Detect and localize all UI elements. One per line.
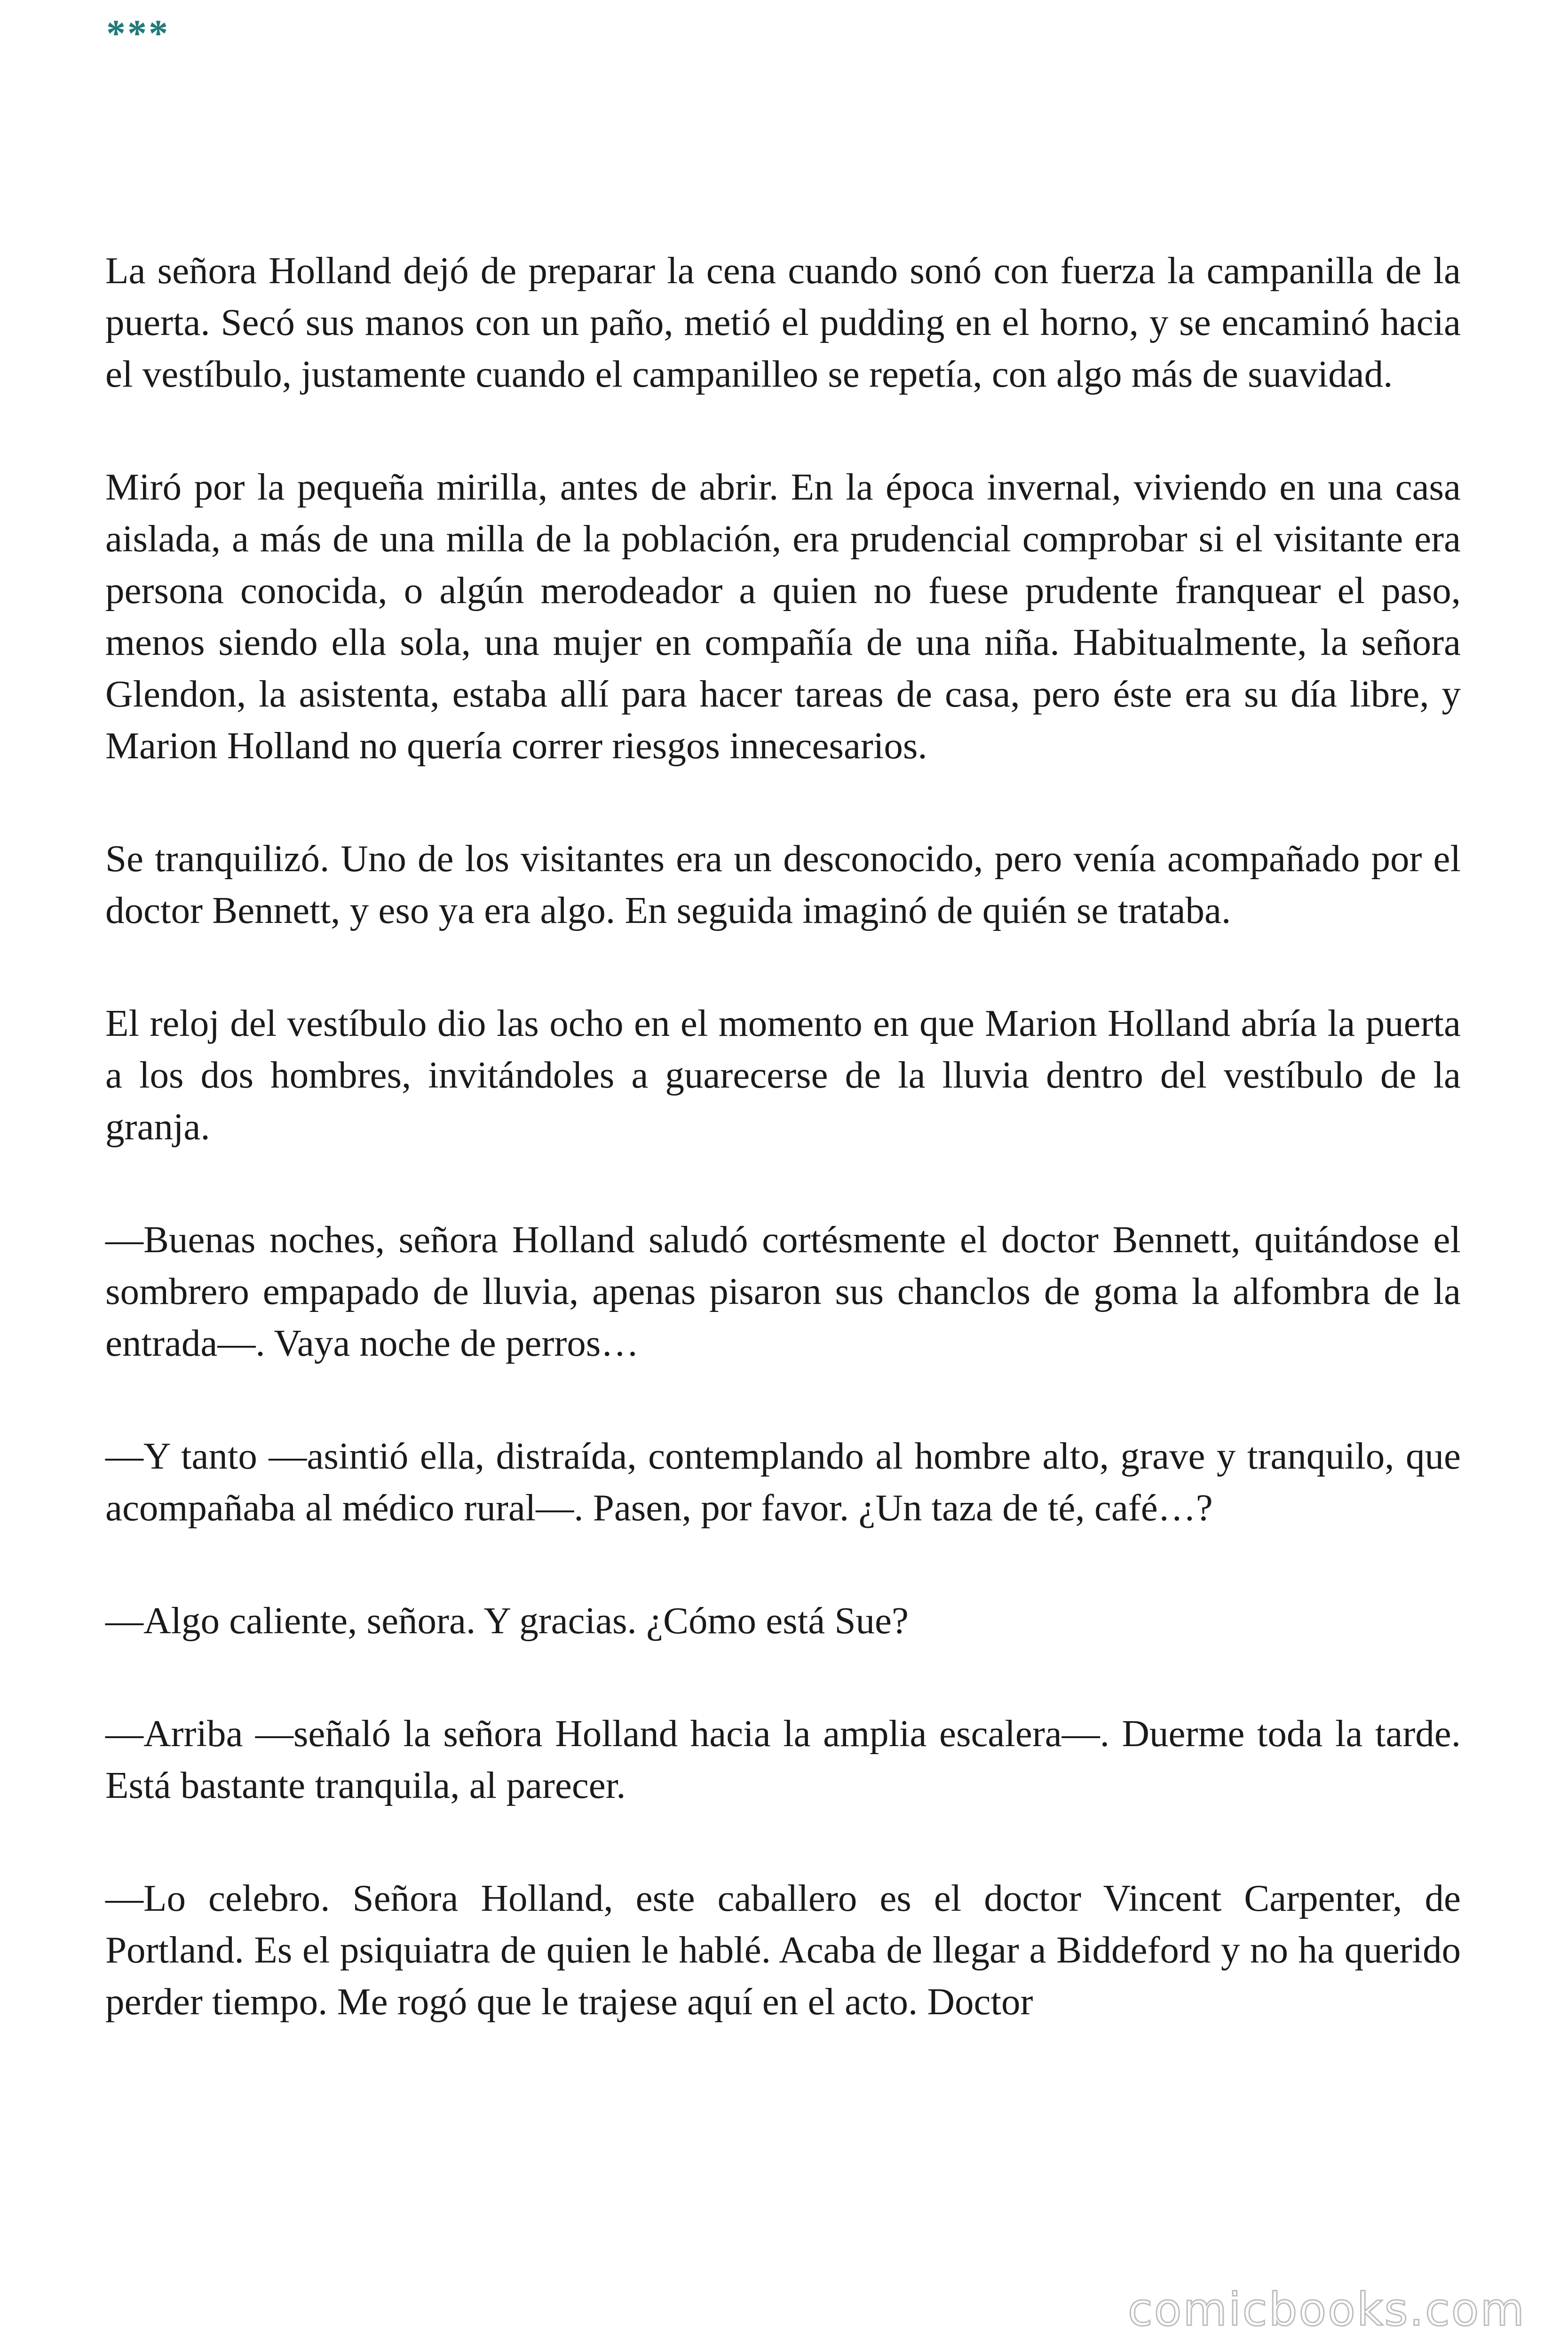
paragraph: Miró por la pequeña mirilla, antes de abrir. En la época invernal, viviendo en una casa aislada, a más de una milla de la población, era prudencial comprobar si el visitante era persona conocida, o algún merodeador a quien no fuese prudente franquear el paso, menos siendo ella sola, una mujer en compañía de una niña. Habitualmente, la señora Glendon, la asistenta, estaba allí para hacer tareas de casa, pero éste era su día libre, y Marion Holland no quería correr riesgos innecesarios. [105, 466, 1461, 767]
paragraph: —Lo celebro. Señora Holland, este caballero es el doctor Vincent Carpenter, de Portland. Es el psiquiatra de quien le hablé. Acaba de llegar a Biddeford y no ha querido perder tiempo. Me rogó que le trajese aquí en el acto. Doctor [105, 1877, 1461, 2023]
paragraph: —Algo caliente, señora. Y gracias. ¿Cómo está Sue? [105, 1599, 909, 1642]
text-body [105, 245, 1461, 2089]
paragraph: La señora Holland dejó de preparar la cena cuando sonó con fuerza la campanilla de la puerta. Secó sus manos con un paño, metió el pudding en el horno, y se encaminó hacia el vestíbulo, justamente cuando el campanilleo se repetía, con algo más de suavidad. [105, 249, 1461, 395]
section-separator: *** [106, 12, 170, 55]
watermark: comicbooks.com [1127, 2283, 1526, 2336]
paragraph: —Buenas noches, señora Holland saludó cortésmente el doctor Bennett, quitándose el sombrero empapado de lluvia, apenas pisaron sus chanclos de goma la alfombra de la entrada—. Vaya noche de perros… [105, 1218, 1461, 1364]
paragraph: Se tranquilizó. Uno de los visitantes era un desconocido, pero venía acompañado por el doctor Bennett, y eso ya era algo. En seguida imaginó de quién se trataba. [105, 837, 1461, 931]
paragraph: El reloj del vestíbulo dio las ocho en el momento en que Marion Holland abría la puerta a los dos hombres, invitándoles a guarecerse de la lluvia dentro del vestíbulo de la granja. [105, 1002, 1461, 1148]
paragraph: —Arriba —señaló la señora Holland hacia la amplia escalera—. Duerme toda la tarde. Está bastante tranquila, al parecer. [105, 1712, 1461, 1806]
paragraph: —Y tanto —asintió ella, distraída, contemplando al hombre alto, grave y tranquilo, que acompañaba al médico rural—. Pasen, por favor. ¿Un taza de té, café…? [105, 1435, 1461, 1529]
